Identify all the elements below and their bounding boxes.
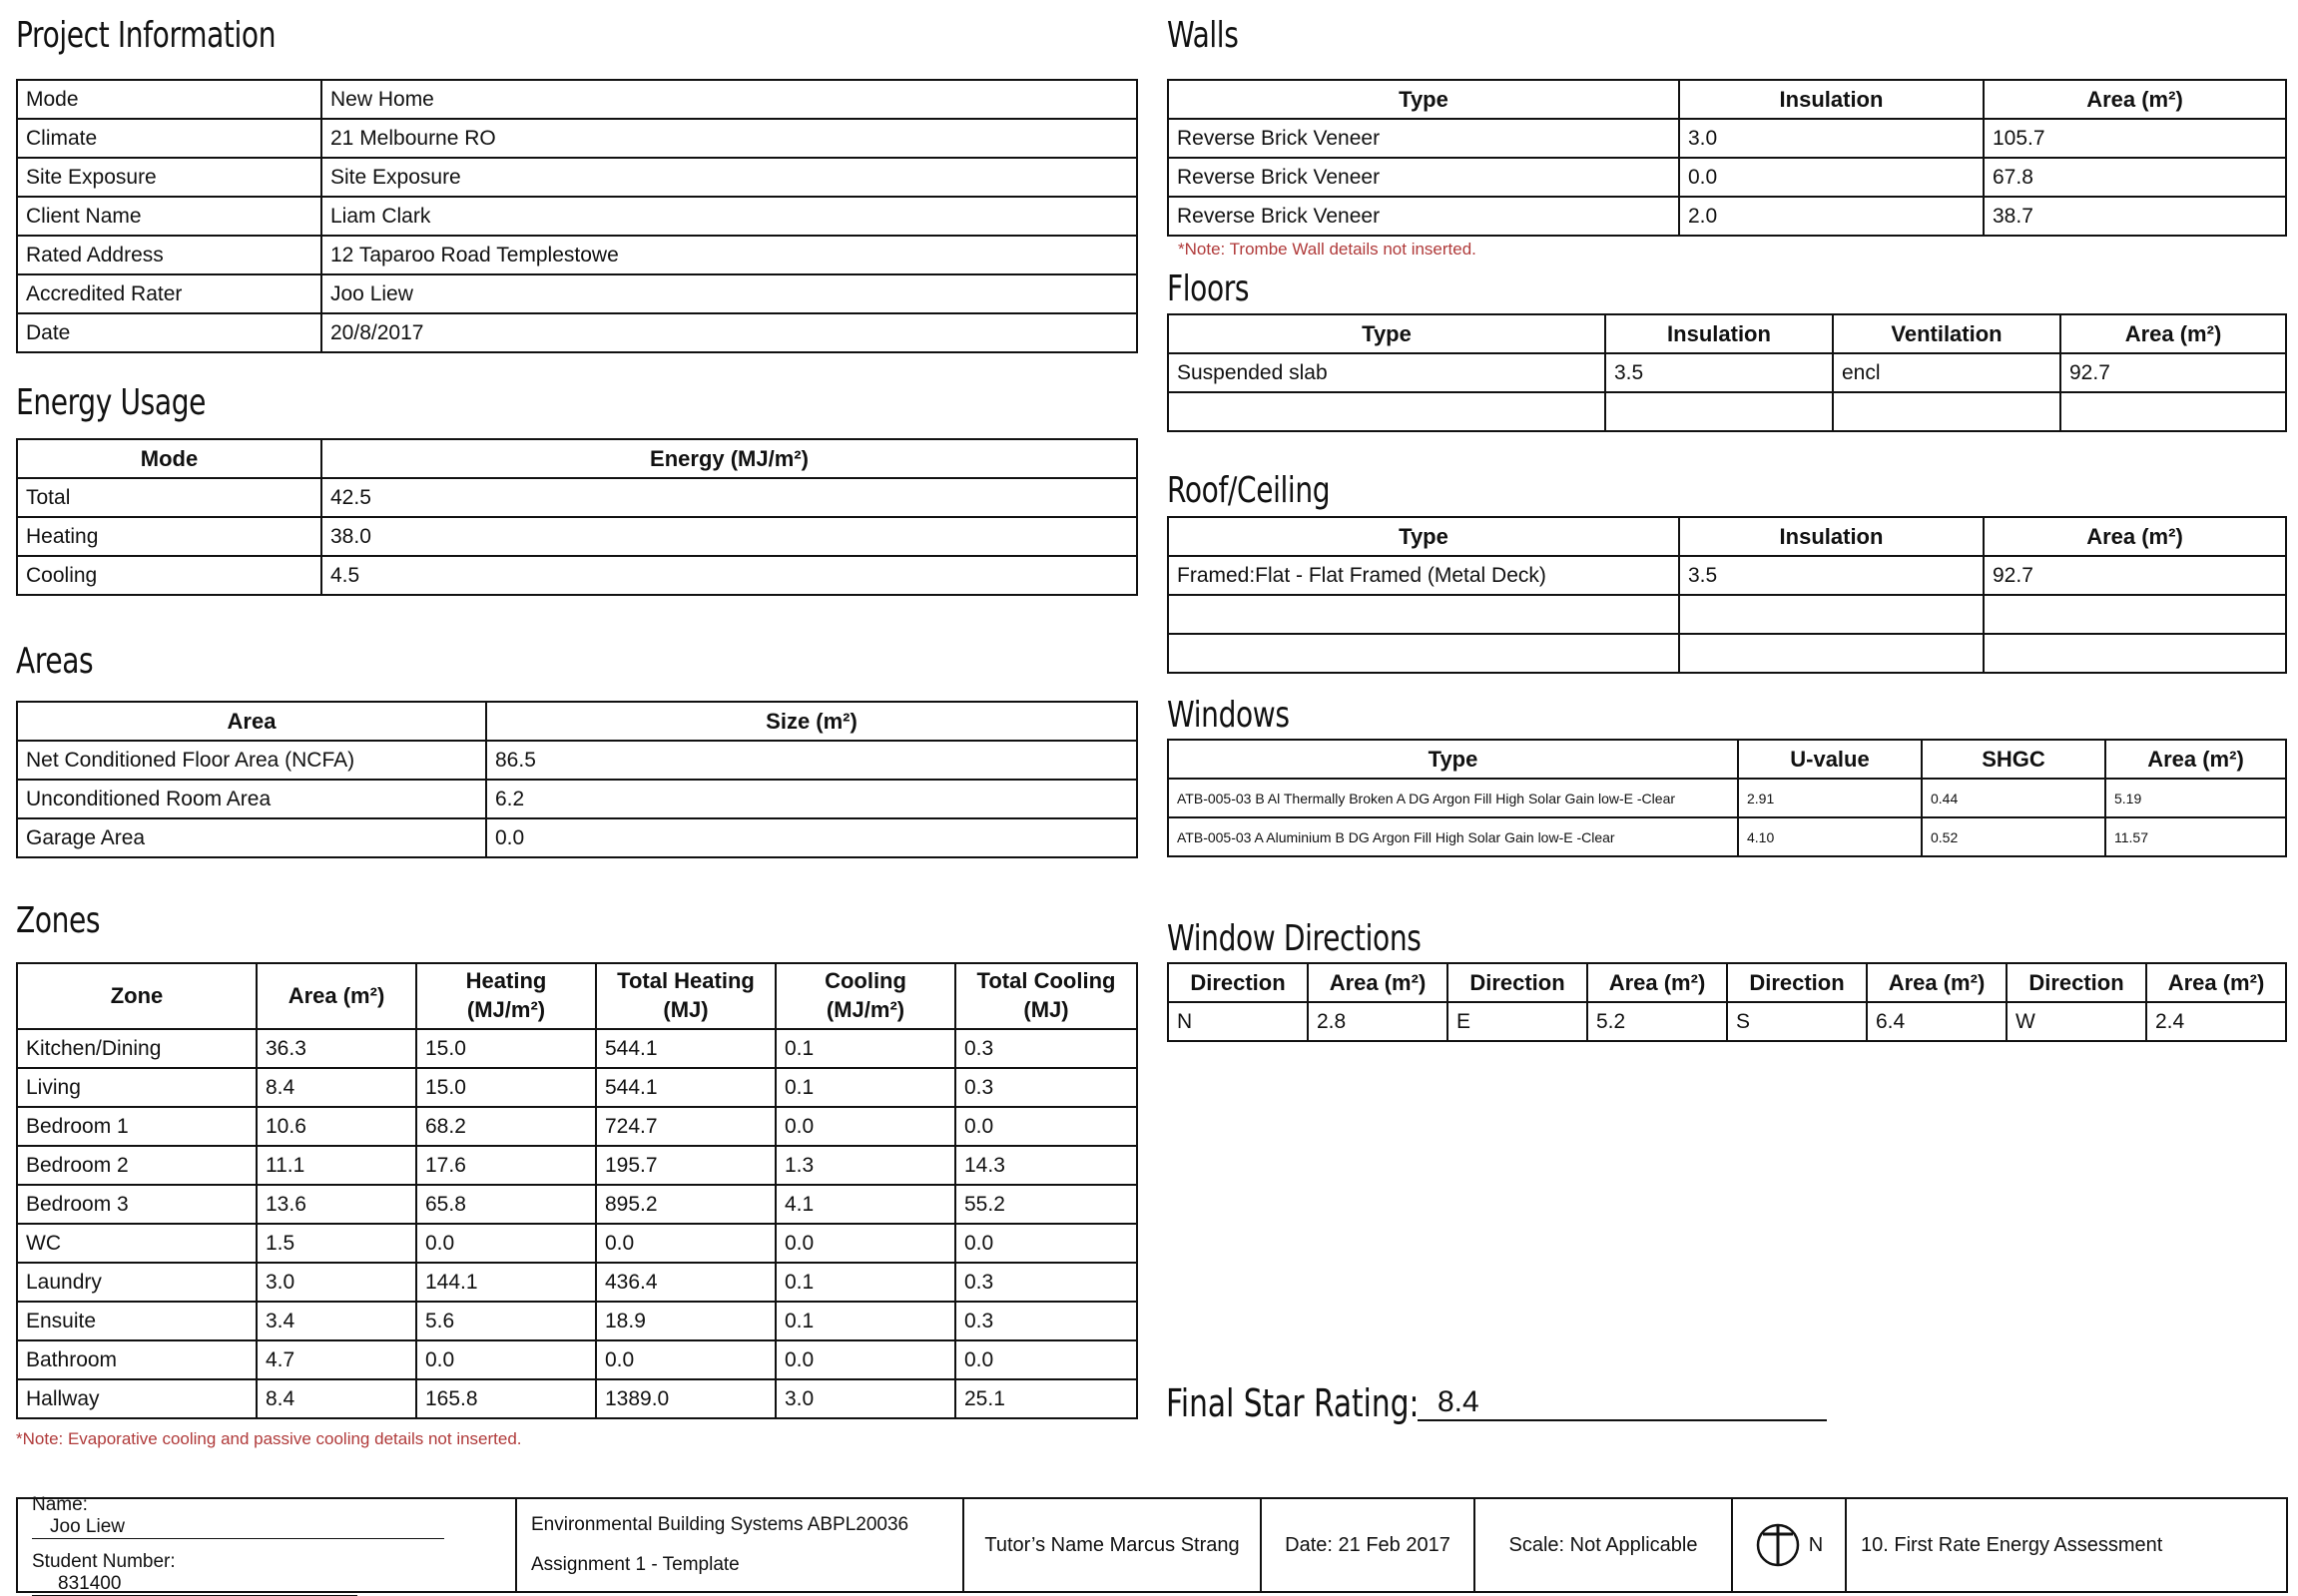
student-name: Joo Liew [32,1516,444,1539]
roof-title: Roof/Ceiling [1167,470,1331,511]
zones-cell: 3.0 [776,1379,955,1418]
zones-cell: 144.1 [416,1263,596,1302]
project-info-row [17,236,1137,274]
energy-header-row [17,439,1137,478]
project-info-label: Mode [17,80,321,119]
project-info-value: Joo Liew [321,274,1137,313]
north-cell [1733,1499,1847,1591]
zones-cell: Bathroom [17,1340,257,1379]
course-cell [517,1499,964,1591]
final-star-rating-value: 8.4 [1418,1385,1827,1421]
zones-header-1: Area (m²) [257,963,416,1029]
zones-cell: 8.4 [257,1068,416,1107]
zones-cell: 0.0 [416,1224,596,1263]
floors-table [1167,313,2287,432]
energy-cell: 4.5 [321,556,1137,595]
project-info-row [17,119,1137,158]
zones-table [16,962,1138,1419]
zones-cell: 18.9 [596,1302,776,1340]
zones-row [17,1263,1137,1302]
final-star-rating [1166,1381,1490,1425]
areas-header-1: Size (m²) [486,702,1137,741]
project-info-label: Climate [17,119,321,158]
walls-cell: Reverse Brick Veneer [1168,119,1679,158]
walls-cell: 0.0 [1679,158,1984,197]
areas-cell: 86.5 [486,741,1137,780]
areas-header-0: Area [17,702,486,741]
areas-row [17,818,1137,857]
roof-cell [1679,634,1984,673]
roof-cell [1168,595,1679,634]
zones-cell: 1.3 [776,1146,955,1185]
areas-header-row [17,702,1137,741]
walls-note: *Note: Trombe Wall details not inserted. [1178,240,1476,259]
walls-header-2: Area (m²) [1984,80,2286,119]
walls-cell: 2.0 [1679,197,1984,236]
zones-cell: 0.0 [416,1340,596,1379]
energy-usage-title: Energy Usage [16,382,207,423]
windows-header-2: SHGC [1922,740,2105,779]
roof-row [1168,595,2286,634]
zones-cell: 0.0 [596,1224,776,1263]
zones-cell: 25.1 [955,1379,1137,1418]
directions-header-6: Direction [2007,963,2146,1002]
roof-header-2: Area (m²) [1984,517,2286,556]
windows-cell: 0.52 [1922,817,2105,856]
walls-cell: 3.0 [1679,119,1984,158]
zones-cell: 0.1 [776,1302,955,1340]
zones-cell: 0.1 [776,1263,955,1302]
directions-header-2: Direction [1447,963,1587,1002]
zones-cell: 0.0 [955,1340,1137,1379]
zones-cell: 1389.0 [596,1379,776,1418]
floors-header-1: Insulation [1605,314,1833,353]
floors-title: Floors [1167,268,1250,309]
floors-cell: 3.5 [1605,353,1833,392]
floors-cell: encl [1833,353,2060,392]
project-info-row [17,80,1137,119]
walls-row [1168,197,2286,236]
project-info-row [17,274,1137,313]
roof-header-0: Type [1168,517,1679,556]
zones-cell: 436.4 [596,1263,776,1302]
zones-cell: 10.6 [257,1107,416,1146]
zones-row [17,1029,1137,1068]
directions-cell: 6.4 [1867,1002,2007,1041]
zones-row [17,1379,1137,1418]
energy-cell: 38.0 [321,517,1137,556]
floors-row [1168,392,2286,431]
areas-cell: 6.2 [486,780,1137,818]
north-arrow-icon [1755,1522,1801,1568]
energy-row [17,478,1137,517]
directions-header-row [1168,963,2286,1002]
energy-cell: 42.5 [321,478,1137,517]
sheet-title: 10. First Rate Energy Assessment [1861,1533,2163,1556]
directions-header-1: Area (m²) [1308,963,1447,1002]
zones-cell: Laundry [17,1263,257,1302]
window-directions-title: Window Directions [1167,918,1422,959]
floors-header-3: Area (m²) [2060,314,2286,353]
areas-row [17,741,1137,780]
areas-cell: Net Conditioned Floor Area (NCFA) [17,741,486,780]
project-info-title: Project Information [16,15,277,56]
roof-table [1167,516,2287,674]
directions-cell: W [2007,1002,2146,1041]
windows-table [1167,739,2287,857]
walls-header-0: Type [1168,80,1679,119]
energy-row [17,556,1137,595]
zones-cell: 165.8 [416,1379,596,1418]
project-info-label: Accredited Rater [17,274,321,313]
windows-cell: ATB-005-03 B Al Thermally Broken A DG Argon Fill High Solar Gain low-E -Clear [1168,779,1738,817]
energy-cell: Cooling [17,556,321,595]
windows-cell: 0.44 [1922,779,2105,817]
windows-row [1168,817,2286,856]
floors-header-2: Ventilation [1833,314,2060,353]
zones-cell: 15.0 [416,1068,596,1107]
student-number: 831400 [32,1573,357,1596]
directions-header-4: Direction [1727,963,1867,1002]
zones-cell: Ensuite [17,1302,257,1340]
windows-cell: 2.91 [1738,779,1922,817]
footer-date: Date: 21 Feb 2017 [1285,1533,1450,1556]
zones-row [17,1146,1137,1185]
floors-header-0: Type [1168,314,1605,353]
zones-cell: 8.4 [257,1379,416,1418]
project-info-label: Date [17,313,321,352]
floors-cell [1605,392,1833,431]
project-info-value: 20/8/2017 [321,313,1137,352]
directions-cell: E [1447,1002,1587,1041]
roof-row [1168,634,2286,673]
zones-cell: 68.2 [416,1107,596,1146]
zones-cell: 724.7 [596,1107,776,1146]
zones-row [17,1224,1137,1263]
areas-cell: 0.0 [486,818,1137,857]
project-info-value: Site Exposure [321,158,1137,197]
windows-title: Windows [1167,695,1290,736]
project-info-label: Client Name [17,197,321,236]
walls-header-row [1168,80,2286,119]
areas-cell: Garage Area [17,818,486,857]
sheet-cell [1847,1499,2286,1591]
zones-header-4: Cooling (MJ/m²) [776,963,955,1029]
directions-cell: S [1727,1002,1867,1041]
zones-cell: 0.1 [776,1068,955,1107]
directions-header-0: Direction [1168,963,1308,1002]
energy-cell: Total [17,478,321,517]
assignment-name: Assignment 1 - Template [531,1554,740,1575]
windows-header-1: U-value [1738,740,1922,779]
zones-row [17,1302,1137,1340]
north-label: N [1808,1533,1824,1556]
project-info-value: New Home [321,80,1137,119]
walls-cell: 105.7 [1984,119,2286,158]
zones-cell: 14.3 [955,1146,1137,1185]
windows-row [1168,779,2286,817]
project-info-value: Liam Clark [321,197,1137,236]
windows-header-row [1168,740,2286,779]
walls-cell: 67.8 [1984,158,2286,197]
zones-cell: 0.0 [596,1340,776,1379]
zones-row [17,1185,1137,1224]
walls-row [1168,119,2286,158]
zones-cell: 17.6 [416,1146,596,1185]
floors-cell [1833,392,2060,431]
roof-row [1168,556,2286,595]
zones-cell: 0.3 [955,1068,1137,1107]
window-directions-table [1167,962,2287,1042]
windows-header-3: Area (m²) [2105,740,2286,779]
zones-row [17,1340,1137,1379]
directions-header-5: Area (m²) [1867,963,2007,1002]
zones-cell: Kitchen/Dining [17,1029,257,1068]
tutor-cell [964,1499,1262,1591]
floors-cell: 92.7 [2060,353,2286,392]
zones-cell: 65.8 [416,1185,596,1224]
zones-cell: 1.5 [257,1224,416,1263]
tutor-name: Tutor’s Name Marcus Strang [984,1533,1240,1556]
zones-header-2: Heating (MJ/m²) [416,963,596,1029]
zones-title: Zones [16,900,101,941]
windows-cell: 5.19 [2105,779,2286,817]
walls-table [1167,79,2287,237]
zones-cell: 0.0 [955,1224,1137,1263]
zones-header-5: Total Cooling (MJ) [955,963,1137,1029]
zones-row [17,1107,1137,1146]
zones-cell: 0.0 [776,1224,955,1263]
project-info-value: 12 Taparoo Road Templestowe [321,236,1137,274]
roof-cell [1984,634,2286,673]
project-info-value: 21 Melbourne RO [321,119,1137,158]
directions-cell: N [1168,1002,1308,1041]
energy-usage-table [16,438,1138,596]
roof-cell [1679,595,1984,634]
areas-table [16,701,1138,858]
zones-cell: 0.0 [955,1107,1137,1146]
zones-cell: Bedroom 2 [17,1146,257,1185]
project-info-label: Site Exposure [17,158,321,197]
roof-header-1: Insulation [1679,517,1984,556]
floors-header-row [1168,314,2286,353]
student-number-label: Student Number: [32,1551,176,1572]
project-info-table [16,79,1138,353]
zones-cell: 0.0 [776,1340,955,1379]
roof-cell [1984,595,2286,634]
energy-cell: Heating [17,517,321,556]
directions-cell: 2.8 [1308,1002,1447,1041]
energy-header-0: Mode [17,439,321,478]
windows-header-0: Type [1168,740,1738,779]
zones-cell: 544.1 [596,1029,776,1068]
zones-cell: 895.2 [596,1185,776,1224]
zones-cell: 3.4 [257,1302,416,1340]
walls-header-1: Insulation [1679,80,1984,119]
windows-cell: 4.10 [1738,817,1922,856]
title-block [16,1494,2288,1594]
areas-cell: Unconditioned Room Area [17,780,486,818]
roof-cell [1168,634,1679,673]
zones-cell: 13.6 [257,1185,416,1224]
project-info-row [17,158,1137,197]
areas-title: Areas [16,641,94,682]
floors-cell [2060,392,2286,431]
zones-cell: 4.7 [257,1340,416,1379]
zones-header-0: Zone [17,963,257,1029]
date-cell [1262,1499,1475,1591]
areas-row [17,780,1137,818]
zones-cell: 0.3 [955,1302,1137,1340]
windows-cell: ATB-005-03 A Aluminium B DG Argon Fill High Solar Gain low-E -Clear [1168,817,1738,856]
zones-cell: Bedroom 1 [17,1107,257,1146]
floors-row [1168,353,2286,392]
zones-cell: 0.3 [955,1263,1137,1302]
floors-cell [1168,392,1605,431]
walls-cell: Reverse Brick Veneer [1168,158,1679,197]
zones-cell: 0.0 [776,1107,955,1146]
zones-cell: 5.6 [416,1302,596,1340]
zones-cell: Living [17,1068,257,1107]
directions-header-3: Area (m²) [1587,963,1727,1002]
name-label: Name: [32,1494,88,1515]
zones-cell: 11.1 [257,1146,416,1185]
windows-cell: 11.57 [2105,817,2286,856]
directions-row [1168,1002,2286,1041]
zones-cell: 15.0 [416,1029,596,1068]
zones-cell: 36.3 [257,1029,416,1068]
walls-row [1168,158,2286,197]
project-info-row [17,197,1137,236]
project-info-row [17,313,1137,352]
zones-cell: 3.0 [257,1263,416,1302]
walls-cell: Reverse Brick Veneer [1168,197,1679,236]
directions-cell: 2.4 [2146,1002,2286,1041]
final-star-rating-label: Final Star Rating: [1166,1381,1420,1425]
roof-cell: 92.7 [1984,556,2286,595]
zones-cell: WC [17,1224,257,1263]
zones-cell: 55.2 [955,1185,1137,1224]
roof-cell: 3.5 [1679,556,1984,595]
walls-title: Walls [1167,15,1239,56]
footer-scale: Scale: Not Applicable [1508,1533,1698,1556]
zones-note: *Note: Evaporative cooling and passive cooling details not inserted. [16,1429,522,1448]
course-name: Environmental Building Systems ABPL20036 [531,1514,909,1535]
energy-header-1: Energy (MJ/m²) [321,439,1137,478]
zones-cell: 0.1 [776,1029,955,1068]
zones-header-3: Total Heating (MJ) [596,963,776,1029]
roof-cell: Framed:Flat - Flat Framed (Metal Deck) [1168,556,1679,595]
zones-row [17,1068,1137,1107]
zones-cell: 0.3 [955,1029,1137,1068]
zones-cell: 4.1 [776,1185,955,1224]
directions-header-7: Area (m²) [2146,963,2286,1002]
student-cell [18,1494,517,1594]
directions-cell: 5.2 [1587,1002,1727,1041]
roof-header-row [1168,517,2286,556]
energy-row [17,517,1137,556]
zones-cell: 195.7 [596,1146,776,1185]
zones-cell: Bedroom 3 [17,1185,257,1224]
zones-header-row [17,963,1137,1029]
project-info-label: Rated Address [17,236,321,274]
floors-cell: Suspended slab [1168,353,1605,392]
zones-cell: 544.1 [596,1068,776,1107]
zones-cell: Hallway [17,1379,257,1418]
walls-cell: 38.7 [1984,197,2286,236]
scale-cell [1475,1499,1733,1591]
